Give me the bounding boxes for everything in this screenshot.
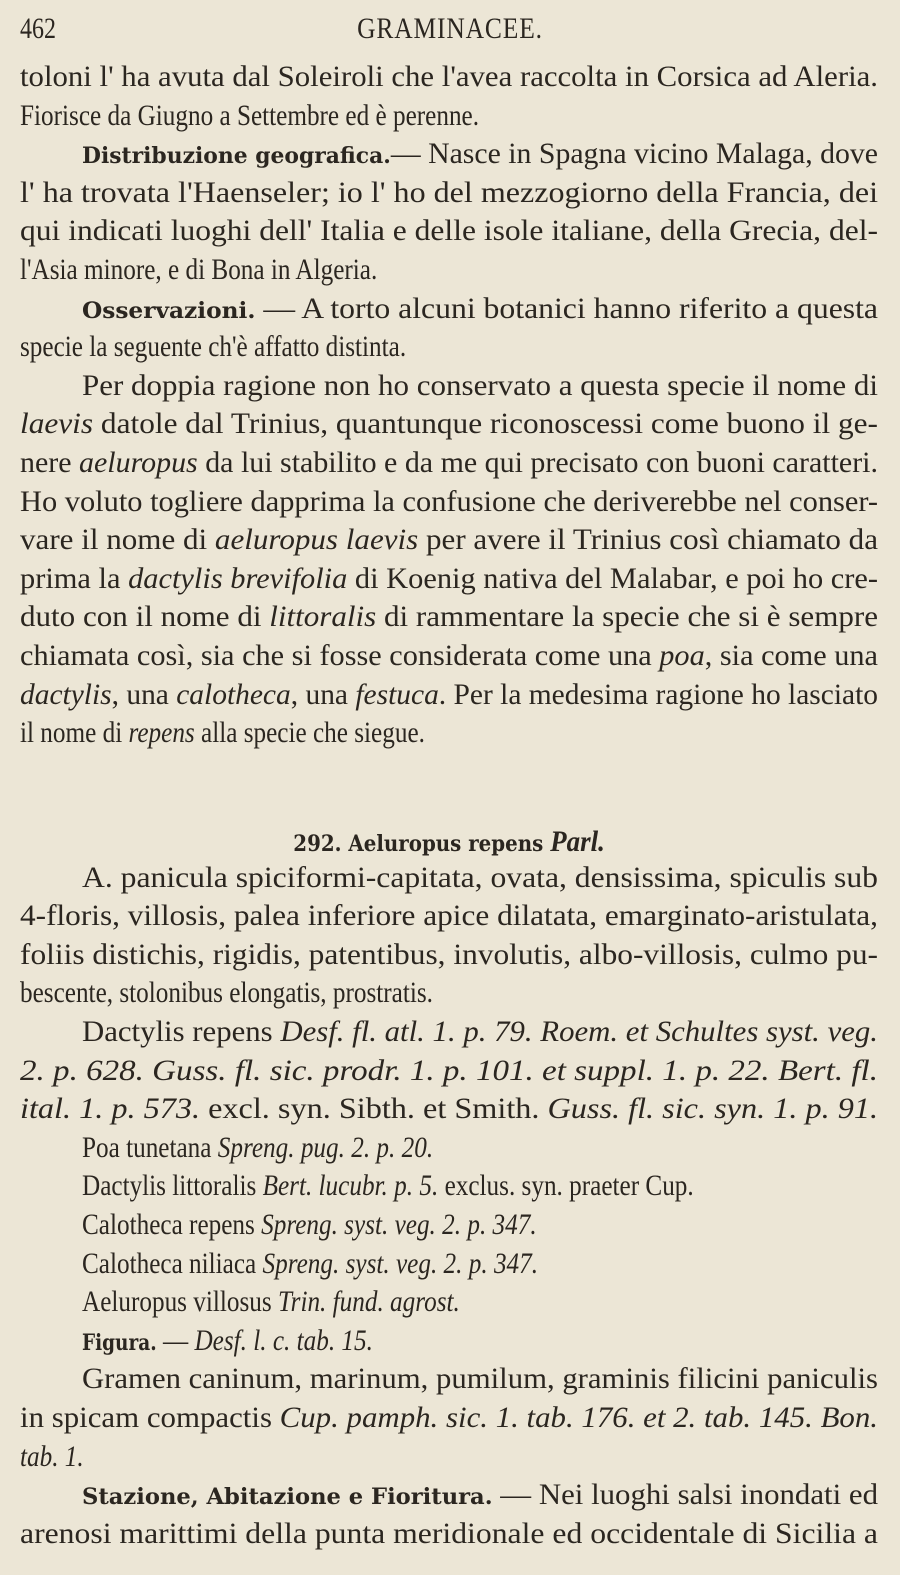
italic-text: Bert. lucubr. p. 5. [262, 1169, 439, 1203]
line-content [82, 1245, 538, 1284]
text-line [20, 1515, 878, 1554]
line-content [20, 1090, 878, 1129]
text: , una [111, 677, 177, 711]
text-line [20, 637, 878, 676]
line-content [20, 212, 878, 251]
italic-text: poa [659, 638, 705, 672]
line-content [20, 1438, 84, 1477]
line-content [82, 1013, 878, 1052]
text: prima la [20, 561, 129, 595]
text-line [20, 367, 878, 406]
text-line [20, 212, 878, 251]
text-line [20, 444, 878, 483]
text-line [20, 1090, 878, 1129]
line-content [20, 174, 878, 213]
text: A. panicula spiciformi-capitata, ovata, densissima, spiculis sub [82, 860, 878, 894]
text-line [20, 1206, 878, 1245]
text: di rammentare la specie che si è sempre [376, 600, 878, 634]
text-line [20, 974, 878, 1013]
italic-text: Cup. pamph. sic. 1. tab. 176. et 2. tab. 145. Bon. [279, 1401, 878, 1434]
text: exclus. syn. praeter Cup. [438, 1169, 694, 1203]
text: Per doppia ragione non ho conservato a questa specie il nome di [82, 368, 879, 402]
text-line [20, 328, 878, 367]
text: arenosi marittimi della punta meridionale ed occidentale di Sicilia a [20, 1516, 878, 1550]
text: l' ha trovata l'Haenseler; io l' ho del mezzogiorno della Francia, dei [20, 175, 878, 209]
line-content [82, 1167, 694, 1206]
line-content [20, 560, 878, 599]
italic-text: aeluropus laevis [214, 523, 419, 557]
text: toloni l' ha avuta dal Soleiroli che l'avea raccolta in Corsica ad Aleria. [20, 60, 878, 93]
text-line [20, 598, 878, 637]
text: Fiorisce da Giugno a Settembre ed è perenne. [20, 98, 480, 132]
line-content [82, 1476, 878, 1517]
italic-text: Spreng. syst. veg. 2. p. 347. [261, 1208, 537, 1242]
line-content [20, 405, 878, 444]
italic-text: repens [128, 716, 195, 750]
text-line [20, 1399, 878, 1438]
text-line [20, 1476, 878, 1515]
section-label: Distribuzione geografica. [82, 143, 391, 170]
line-content [82, 1129, 433, 1168]
text: nere [20, 445, 80, 479]
text: Ho voluto togliere dapprima la confusione che deriverebbe nel conser- [20, 484, 879, 518]
text-line [20, 1013, 878, 1052]
text: 4-floris, villosis, palea inferiore apice dilatata, emarginato-aristulata, [20, 899, 878, 933]
italic-text: calotheca [176, 677, 291, 711]
page-number: 462 [20, 12, 56, 45]
italic-text: dactylis brevifolia [128, 561, 348, 595]
section-label: 292. Aeluropus repens [293, 830, 551, 857]
text: vare il nome di [20, 523, 215, 557]
text: , una [290, 677, 356, 711]
text-line [20, 859, 878, 898]
species-heading [20, 782, 878, 859]
text: excl. syn. Sibth. et Smith. [200, 1092, 548, 1126]
italic-text: littoralis [269, 600, 377, 634]
text-line [20, 135, 878, 174]
text-line [20, 521, 878, 560]
text-line [20, 1167, 878, 1206]
text-line [20, 405, 878, 444]
text: il nome di [20, 716, 129, 750]
text: Calotheca niliaca [82, 1246, 263, 1280]
text: Dactylis repens [82, 1015, 281, 1049]
text: duto con il nome di [20, 600, 270, 634]
italic-text: tab. 1. [20, 1439, 84, 1473]
italic-text: Parl. [550, 824, 605, 858]
line-content [20, 521, 878, 560]
text: Dactylis littoralis [82, 1169, 263, 1203]
section-label: Osservazioni. [82, 297, 256, 324]
text-line [20, 251, 878, 290]
text-line [20, 97, 878, 136]
line-content [20, 714, 425, 753]
line-content [20, 637, 878, 676]
italic-text: laevis [20, 407, 94, 441]
italic-text: Spreng. syst. veg. 2. p. 347. [262, 1246, 539, 1280]
line-content [20, 676, 878, 715]
italic-text: Trin. fund. agrost. [278, 1285, 460, 1319]
text-line [20, 1129, 878, 1168]
text: Poa tunetana [82, 1130, 218, 1164]
line-content [20, 58, 878, 97]
italic-text: ital. 1. p. 573. [20, 1092, 201, 1126]
text-line [20, 897, 878, 936]
section-label: Stazione, Abitazione e Fioritura. [82, 1484, 493, 1511]
line-content [20, 251, 377, 290]
section-label: Figura. [82, 1329, 157, 1356]
italic-text: Guss. fl. sic. syn. 1. p. 91. [547, 1092, 878, 1126]
text-line [20, 714, 878, 753]
text: — [156, 1323, 195, 1357]
line-content [82, 1283, 460, 1322]
italic-text: aeluropus [79, 445, 198, 479]
line-content [20, 483, 878, 522]
running-title: GRAMINACEE. [357, 12, 543, 45]
line-content [82, 859, 878, 898]
line-content [20, 598, 878, 637]
line-content [82, 290, 878, 331]
text-line [20, 1245, 878, 1284]
italic-text: Desf. l. c. tab. 15. [194, 1323, 373, 1357]
text-line [20, 58, 878, 97]
text: datole dal Trinius, quantunque riconoscessi come buono il ge- [93, 407, 879, 441]
text-line [20, 1052, 878, 1091]
text: da lui stabilito e da me qui precisato con buoni caratteri. [197, 445, 878, 479]
italic-text: dactylis [20, 677, 112, 711]
text: per avere il Trinius così chiamato da [418, 523, 878, 557]
text: di Koenig nativa del Malabar, e poi ho cre- [347, 561, 879, 595]
line-content [20, 1515, 878, 1554]
text: alla specie che siegue. [194, 716, 425, 750]
text: qui indicati luoghi dell' Italia e delle isole italiane, della Grecia, del- [20, 214, 878, 248]
page-body [20, 58, 878, 1553]
text: Gramen caninum, marinum, pumilum, graminis filicini paniculis [82, 1362, 878, 1396]
text-line [20, 1322, 878, 1361]
line-content [20, 1052, 878, 1091]
text-line [20, 676, 878, 715]
text-line [20, 174, 878, 213]
line-content [20, 974, 433, 1013]
text: Calotheca repens [82, 1208, 262, 1242]
text: chiamata così, sia che si fosse considerata come una [20, 638, 660, 672]
text: — A torto alcuni botanici hanno riferito a questa [255, 291, 879, 325]
line-content [82, 1360, 878, 1399]
italic-text: festuca [355, 677, 439, 711]
text: specie la seguente ch'è affatto distinta. [20, 330, 407, 364]
italic-text: 2. p. 628. Guss. fl. sic. prodr. 1. p. 101. et suppl. 1. p. 22. Bert. fl. [20, 1053, 878, 1087]
text: . Per la medesima ragione ho lasciato [438, 677, 878, 711]
text-line [20, 483, 878, 522]
text: , sia come una [704, 638, 878, 672]
text: — Nei luoghi salsi inondati ed [492, 1478, 878, 1512]
text-line [20, 1283, 878, 1322]
text-line [20, 1438, 878, 1477]
text-line [20, 560, 878, 599]
line-content [20, 897, 878, 936]
text: — Nasce in Spagna vicino Malaga, dove [390, 137, 878, 171]
line-content [20, 444, 878, 483]
italic-text: Desf. fl. atl. 1. p. 79. Roem. et Schultes syst. veg. [280, 1015, 878, 1049]
line-content [82, 1322, 373, 1363]
line-content [20, 936, 878, 975]
text-line [20, 936, 878, 975]
text: foliis distichis, rigidis, patentibus, involutis, albo-villosis, culmo pu- [20, 937, 879, 971]
text: in spicam compactis [20, 1401, 280, 1434]
line-content [82, 1206, 537, 1245]
line-content [20, 328, 406, 367]
line-content [20, 97, 479, 136]
text: Aeluropus villosus [82, 1285, 279, 1319]
text: bescente, stolonibus elongatis, prostratis. [20, 976, 433, 1010]
text-line [20, 290, 878, 329]
text-line [20, 1360, 878, 1399]
line-content [20, 1399, 878, 1438]
line-content [82, 135, 878, 176]
italic-text: Spreng. pug. 2. p. 20. [217, 1130, 434, 1164]
line-content [82, 367, 878, 406]
text: l'Asia minore, e di Bona in Algeria. [20, 252, 378, 286]
